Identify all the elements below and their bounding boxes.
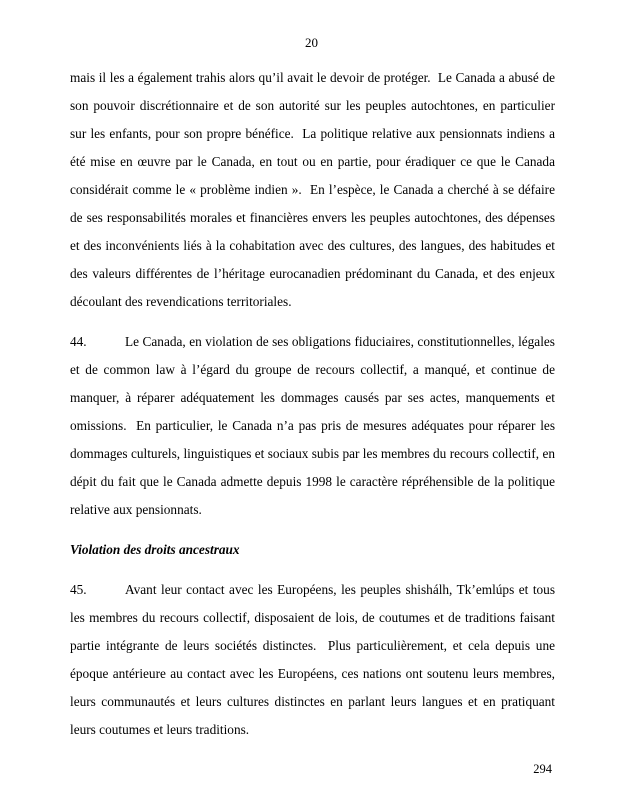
section-heading: Violation des droits ancestraux <box>70 542 240 557</box>
paragraph-continuation <box>70 64 555 316</box>
document-body <box>70 64 555 756</box>
paragraph-45 <box>70 576 555 744</box>
page-number-top: 20 <box>305 35 318 50</box>
page-number-bottom: 294 <box>533 762 552 776</box>
paragraph-number: 44. <box>70 334 87 349</box>
paragraph-44 <box>70 328 555 524</box>
paragraph-text: Avant leur contact avec les Européens, les peuples shishálh, Tk’emlúps et tous les membres du recours collectif, disposaient de lois, de coutumes et de traditions faisant partie intégrante de leurs sociétés distinctes. Plus particulièrement, et cela depuis une époque antérieure au contact avec les Européens, ces nations ont soutenu leurs membres, leurs communautés et leurs cultures distinctes en parlant leurs langues et en pratiquant leurs coutumes et leurs traditions. <box>70 582 555 737</box>
paragraph-text: mais il les a également trahis alors qu’il avait le devoir de protéger. Le Canada a abusé de son pouvoir discrétionnaire et de son autorité sur les peuples autochtones, en particulier sur les enfants, pour son propre bénéfice. La politique relative aux pensionnats indiens a été mise en œuvre par le Canada, en tout ou en partie, pour éradiquer ce que le Canada considérait comme le « problème indien ». En l’espèce, le Canada a cherché à se défaire de ses responsabilités morales et financières envers les peuples autochtones, des dépenses et des inconvénients liés à la cohabitation avec des cultures, des langues, des habitudes et des valeurs différentes de l’héritage eurocanadien prédominant du Canada, et des enjeux découlant des revendications territoriales. <box>70 70 555 309</box>
paragraph-text: Le Canada, en violation de ses obligations fiduciaires, constitutionnelles, légales et de common law à l’égard du groupe de recours collectif, a manqué, et continue de manquer, à réparer adéquatement les dommages causés par ses actes, manquements et omissions. En particulier, le Canada n’a pas pris de mesures adéquates pour réparer les dommages culturels, linguistiques et sociaux subis par les membres du recours collectif, en dépit du fait que le Canada admette depuis 1998 le caractère répréhensible de la politique relative aux pensionnats. <box>70 334 555 517</box>
paragraph-number: 45. <box>70 582 87 597</box>
